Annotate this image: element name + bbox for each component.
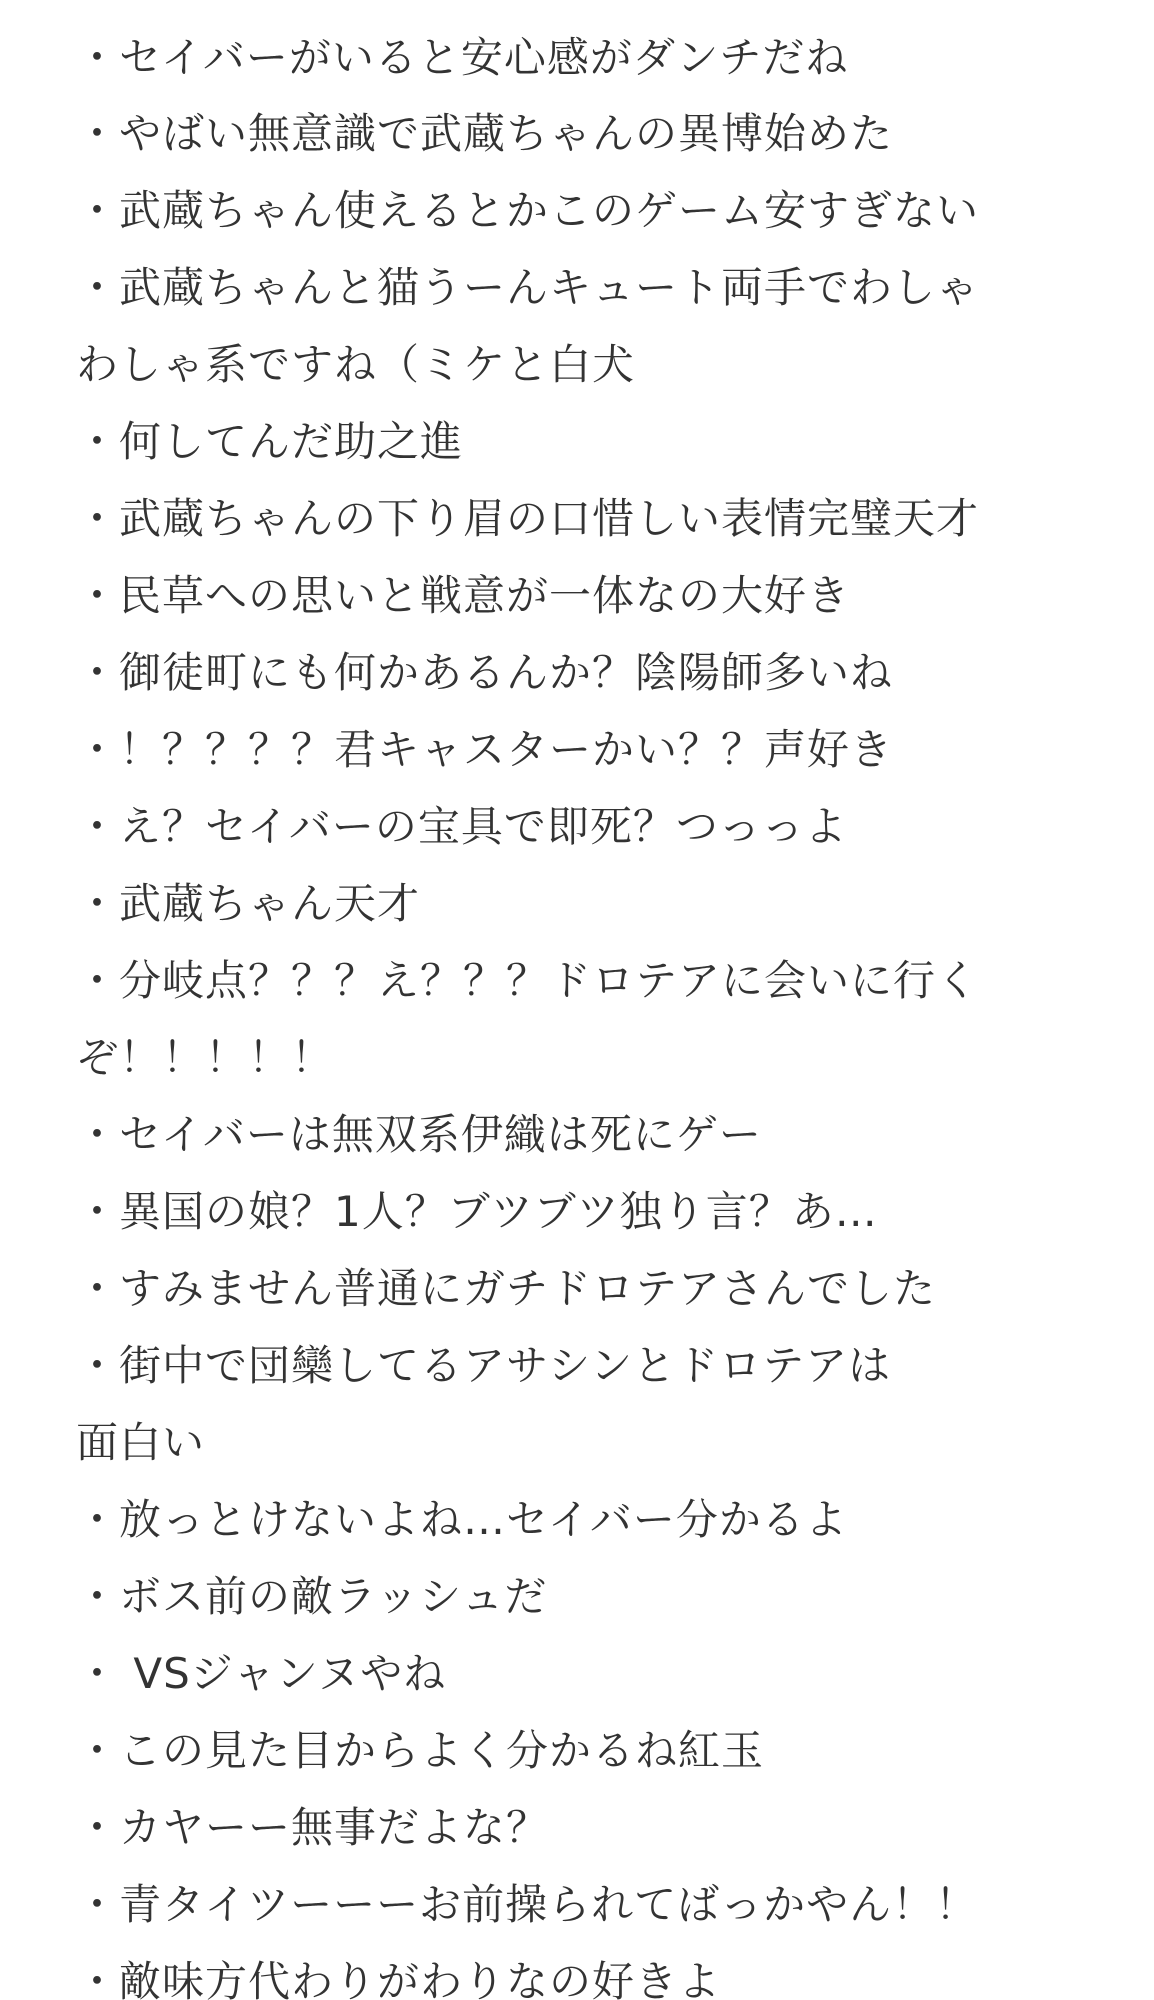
note-line: わしゃ系ですね（ミケと白犬: [76, 340, 636, 389]
note-line: ・！？？？？君キャスターかい？？声好き: [76, 725, 894, 774]
note-line: ・やばい無意識で武蔵ちゃんの異博始めた: [76, 109, 894, 158]
note-line: ・御徒町にも何かあるんか？陰陽師多いね: [76, 648, 894, 697]
note-line: ・街中で団欒してるアサシンとドロテアは: [76, 1341, 892, 1390]
note-line: ・異国の娘？1人？ブツブツ独り言？あ…: [76, 1187, 878, 1236]
note-line: ・武蔵ちゃんと猫うーんキュート両手でわしゃ: [76, 263, 980, 312]
note-line: ・ボス前の敵ラッシュだ: [76, 1572, 548, 1621]
note-line: ・民草への思いと戦意が一体なの大好き: [76, 571, 851, 620]
note-line: ・え？セイバーの宝具で即死？つっっよ: [76, 802, 848, 851]
note-line: ぞ！！！！！: [76, 1033, 335, 1082]
note-line: ・分岐点？？？え？？？ドロテアに会いに行く: [76, 956, 980, 1005]
note-line: ・この見た目からよく分かるね紅玉: [76, 1726, 765, 1775]
note-line: ・武蔵ちゃん使えるとかこのゲーム安すぎない: [76, 186, 980, 235]
note-line: ・敵味方代わりがわりなの好きよ: [76, 1957, 722, 2000]
note-line: ・セイバーがいると安心感がダンチだね: [76, 33, 849, 82]
note-line: ・ VSジャンヌやね: [76, 1649, 447, 1698]
note-line: ・武蔵ちゃん天才: [76, 879, 421, 928]
note-line: ・武蔵ちゃんの下り眉の口惜しい表情完璧天才: [76, 494, 980, 543]
note-body: [76, 0, 1086, 2000]
note-line: ・何してんだ助之進: [76, 417, 464, 466]
note-line: ・カヤーー無事だよな？: [76, 1803, 550, 1852]
note-line: ・セイバーは無双系伊織は死にゲー: [76, 1110, 762, 1159]
note-line: ・すみません普通にガチドロテアさんでした: [76, 1264, 937, 1313]
note-line: 面白い: [76, 1418, 206, 1467]
note-line: ・青タイツーーーお前操られてばっかやん！！: [76, 1880, 979, 1929]
note-line: ・放っとけないよね…セイバー分かるよ: [76, 1495, 848, 1544]
